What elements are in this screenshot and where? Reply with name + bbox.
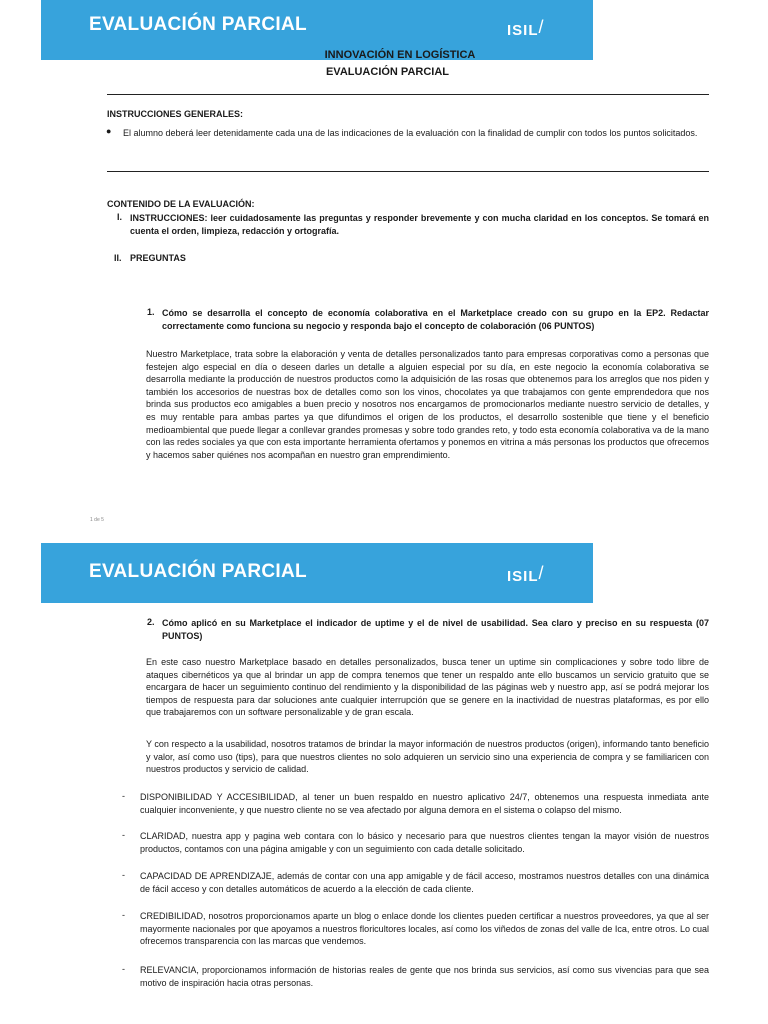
bullet-icon: ● — [106, 126, 112, 136]
item-2-text: PREGUNTAS — [130, 253, 186, 263]
item-1-number: I. — [117, 212, 123, 222]
question-2-answer-p2: Y con respecto a la usabilidad, nosotros tratamos de brindar la mayor información de nuestros productos (origen), informando tanto beneficio y valor, así como uso (tips), para que nuestros clientes no solo adquieren un servicio sino una experiencia de compra y se familiaricen con nuestros productos y servicio de calidad. — [146, 739, 709, 775]
banner-title: EVALUACIÓN PARCIAL — [89, 14, 307, 35]
question-1-text: Cómo se desarrolla el concepto de economía colaborativa en el Marketplace creado con su grupo en la EP2. Redactar correctamente como funciona su negocio y responda bajo el concepto de colaboración (06 PUNTOS) — [162, 308, 709, 331]
isil-logo: ISIL/ — [507, 17, 545, 39]
list-item: DISPONIBILIDAD Y ACCESIBILIDAD, al tener un buen respaldo en nuestro aplicativo 24/7, obtenemos una respuesta inmediata ante cualquier inconveniente, y que nuestro cliente no se vea afectado por alguna demora en el sistema o colapso del mismo. — [140, 792, 709, 815]
page-number: 1 de 5 — [90, 517, 104, 523]
content-heading: CONTENIDO DE LA EVALUACIÓN: — [107, 199, 255, 209]
list-item-marker: - — [122, 910, 125, 920]
question-2-number: 2. — [147, 617, 155, 627]
list-item-marker: - — [122, 830, 125, 840]
question-2-answer-p1: En este caso nuestro Marketplace basado en detalles personalizados, busca tener un uptime sin complicaciones y sobre todo libre de ataques cibernéticos ya que al brindar un app de compra tenemos que tener un respaldo ante ello buscamos un servicio gratuito que se encargara de hacer un seguimiento continuo del rendimiento y la disponibilidad de las páginas web y nuestro app, así se podrá mejorar los tiempos de respuesta para dar soluciones ante cualquier interrupción que se genere en la inactividad de nuestras plataformas, es por ello que trabajaremos con un software personalizable y de gran escala. — [146, 657, 709, 718]
instructions-heading: INSTRUCCIONES GENERALES: — [107, 109, 244, 119]
list-item: CREDIBILIDAD, nosotros proporcionamos aparte un blog o enlace donde los clientes pueden certificar a nuestros proveedores, ya que al ser mayormente nacionales por que apoyamos a nuestros floricultores locales, así como los viñedos de zonas del valle de Ica, entre otros. Lo cual ofrecemos transparencia con las marcas que vendemos. — [140, 911, 709, 947]
list-item: CAPACIDAD DE APRENDIZAJE, además de contar con una app amigable y de fácil acceso, mostramos nuestros detalles con una dinámica de fácil acceso y con detalles automáticos de acuerdo a la elección de cada cliente. — [140, 871, 709, 894]
course-title: INNOVACIÓN EN LOGÍSTICA — [324, 49, 476, 61]
isil-logo: ISIL/ — [507, 563, 545, 585]
header-banner-page-2 — [41, 543, 593, 603]
list-item: RELEVANCIA, proporcionamos información de historias reales de gente que nos brinda sus servicios, así como sus vivencias para que sea motivo de inspiración hacia otras personas. — [140, 965, 709, 988]
list-item-marker: - — [122, 791, 125, 801]
divider-bottom — [107, 171, 709, 172]
document-subtitle: EVALUACIÓN PARCIAL — [325, 66, 450, 78]
question-2-text: Cómo aplicó en su Marketplace el indicador de uptime y el de nivel de usabilidad. Sea claro y preciso en su respuesta (07 PUNTOS) — [162, 618, 709, 641]
question-1-number: 1. — [147, 307, 155, 317]
item-1-text: INSTRUCCIONES: leer cuidadosamente las preguntas y responder brevemente y con mucha claridad en los conceptos. Se tomará en cuenta el orden, limpieza, redacción y ortografía. — [130, 213, 709, 236]
question-1-answer: Nuestro Marketplace, trata sobre la elaboración y venta de detalles personalizados tanto para empresas corporativas como a personas que festejen algo especial en día o deseen darles un detalle a alguien especial por su día, en este negocio la economía colaborativa se desarrolla mediante la producción de nuestros productos como la adquisición de las rosas que obtenemos para los arreglos que nos piden y también los accesorios de nuestras box de detalles como son los vinos, chocolates ya que trabajamos con gente emprendedora que nos brinda sus productos eco amigables a buen precio y nosotros nos encargamos de promocionarlos mediante nuestro servicio de detalles, y es muy rentable para ambas partes ya que difundimos el origen de los productos, el desarrollo sostenible que tiene y el beneficio medioambiental que puede llegar a conllevar grandes promesas y sobre todo grandes reto, y todo esta economía colaborativa va de la mano con las redes sociales ya que con esta importante herramienta ofertamos y ponemos en vitrina a más personas los productos que ofrecemos y hacemos saber quiénes nos acompañan en nuestro gran emprendimiento. — [146, 349, 709, 460]
list-item: CLARIDAD, nuestra app y pagina web contara con lo básico y necesario para que nuestros clientes tengan la mayor visión de nuestros productos, contamos con una página amigable y con un seguimiento con cada detalle solicitado. — [140, 831, 709, 854]
list-item-marker: - — [122, 870, 125, 880]
banner-title: EVALUACIÓN PARCIAL — [89, 561, 307, 582]
divider-top — [107, 94, 709, 95]
instructions-bullet: El alumno deberá leer detenidamente cada una de las indicaciones de la evaluación con la finalidad de cumplir con todos los puntos solicitados. — [123, 128, 698, 138]
list-item-marker: - — [122, 964, 125, 974]
item-2-number: II. — [114, 253, 122, 263]
